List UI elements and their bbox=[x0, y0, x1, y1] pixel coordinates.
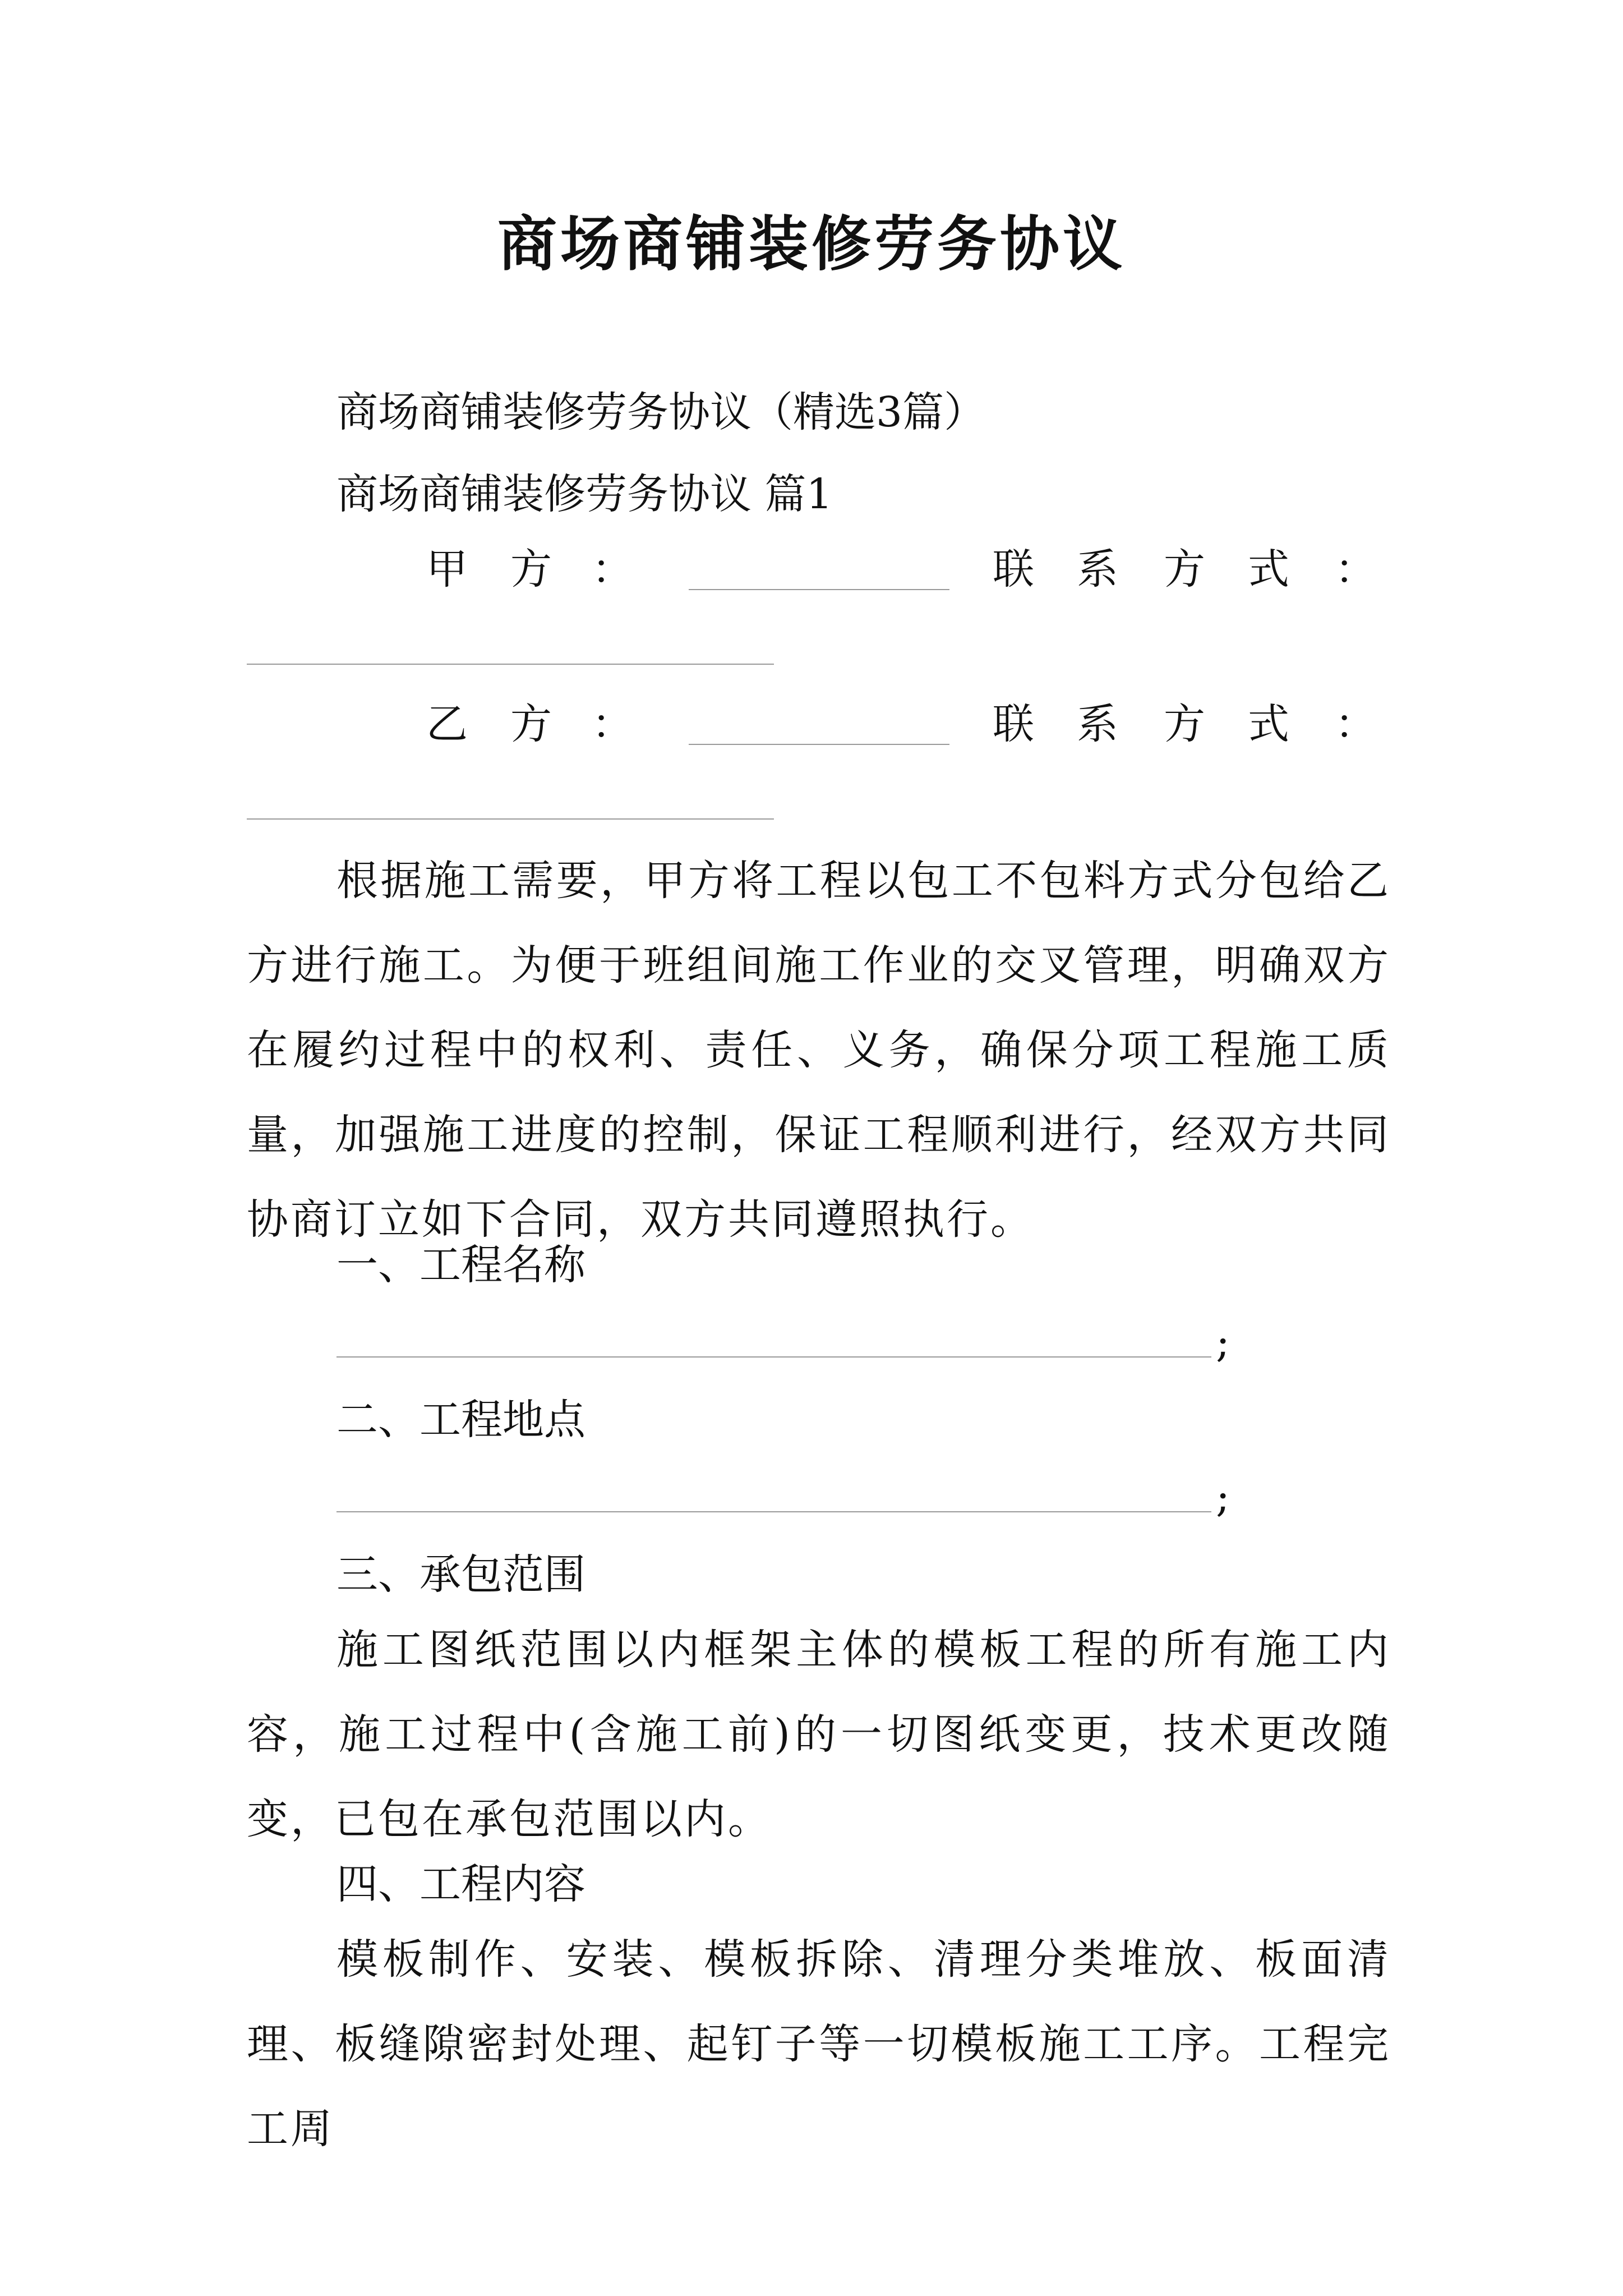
party-a-char-2: 方 bbox=[510, 545, 552, 593]
intro-paragraph: 根据施工需要，甲方将工程以包工不包料方式分包给乙方进行施工。为便于班组间施工作业的交叉管理，明确双方在履约过程中的权利、责任、义务，确保分项工程施工质量，加强施工进度的控制，保证工程顺利进行，经双方共同协商订立如下合同，双方共同遵照执行。 bbox=[247, 857, 1391, 1244]
party-b-colon: ： bbox=[592, 700, 633, 748]
contact-char-2: 系 bbox=[1077, 700, 1118, 748]
contact-char-3: 方 bbox=[1164, 700, 1205, 748]
project-location-blank bbox=[336, 1511, 1211, 1512]
contact-char-1: 联 bbox=[993, 700, 1034, 748]
section-3-paragraph: 施工图纸范围以内框架主体的模板工程的所有施工内容，施工过程中(含施工前)的一切图纸变更，技术更改随变，已包在承包范围以内。 bbox=[247, 1626, 1391, 1843]
document-subtitle: 商场商铺装修劳务协议（精选3篇） bbox=[336, 388, 986, 436]
party-a-row bbox=[426, 539, 1391, 600]
party-a-char-1: 甲 bbox=[426, 545, 468, 593]
project-location-end: ; bbox=[1216, 1473, 1230, 1521]
contact-colon: ： bbox=[1335, 545, 1376, 593]
project-name-blank bbox=[336, 1356, 1211, 1358]
section-4-heading: 四、工程内容 bbox=[336, 1860, 585, 1908]
document-title: 商场商铺装修劳务协议 bbox=[497, 209, 1126, 279]
section-4-paragraph: 模板制作、安装、模板拆除、清理分类堆放、板面清理、板缝隙密封处理、起钉子等一切模板施工工序。工程完工周 bbox=[247, 1935, 1391, 2153]
party-a-colon: ： bbox=[592, 545, 633, 593]
party-b-row bbox=[426, 693, 1391, 755]
party-b-contact-blank bbox=[247, 818, 774, 820]
party-b-name-blank bbox=[689, 744, 949, 745]
party-a-contact-blank bbox=[247, 664, 774, 665]
contact-char-2: 系 bbox=[1077, 545, 1118, 593]
contact-char-1: 联 bbox=[993, 545, 1034, 593]
project-name-end: ; bbox=[1216, 1318, 1230, 1366]
section-2-heading: 二、工程地点 bbox=[336, 1396, 585, 1444]
party-b-char-2: 方 bbox=[510, 700, 552, 748]
section-3-heading: 三、承包范围 bbox=[336, 1550, 585, 1599]
section-1-heading: 一、工程名称 bbox=[336, 1241, 585, 1289]
party-b-char-1: 乙 bbox=[426, 700, 468, 748]
section-heading: 商场商铺装修劳务协议 篇1 bbox=[336, 470, 833, 518]
contact-char-4: 式 bbox=[1248, 700, 1289, 748]
party-a-name-blank bbox=[689, 589, 949, 590]
contact-char-3: 方 bbox=[1164, 545, 1205, 593]
contact-char-4: 式 bbox=[1248, 545, 1289, 593]
contact-colon: ： bbox=[1335, 700, 1376, 748]
